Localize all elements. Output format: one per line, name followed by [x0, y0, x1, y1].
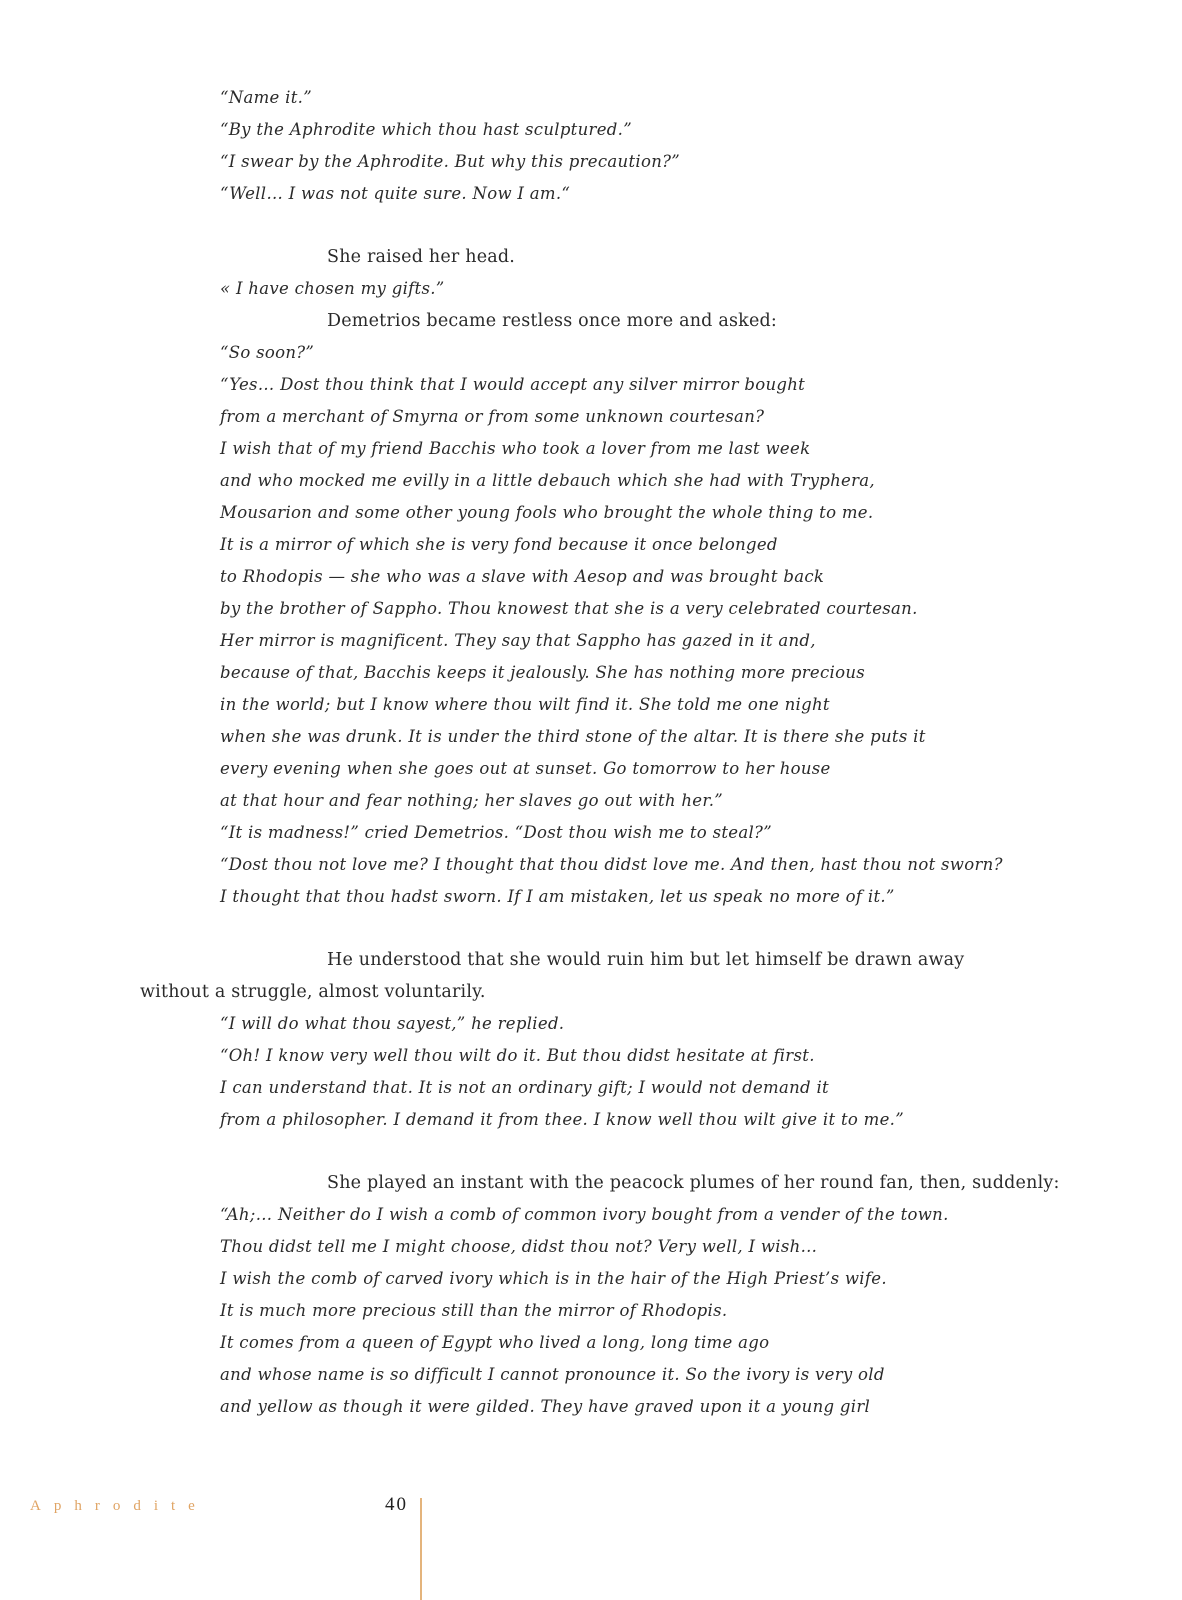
text-line: I thought that thou hadst sworn. If I am mistaken, let us speak no more of it.”: [220, 887, 895, 906]
text-line: “I will do what thou sayest,” he replied.: [220, 1014, 565, 1033]
text-line: I can understand that. It is not an ordinary gift; I would not demand it: [220, 1078, 829, 1097]
text-line: because of that, Bacchis keeps it jealously. She has nothing more precious: [220, 663, 866, 682]
text-line: “It is madness!” cried Demetrios. “Dost thou wish me to steal?”: [220, 823, 772, 842]
footer-book-title: Aphrodite: [30, 1498, 208, 1514]
text-line: Thou didst tell me I might choose, didst thou not? Very well, I wish…: [220, 1237, 818, 1256]
text-line: “Dost thou not love me? I thought that thou didst love me. And then, hast thou not sworn?: [220, 855, 1003, 874]
text-line: “Yes… Dost thou think that I would accept any silver mirror bought: [220, 375, 806, 394]
narrative-line: She raised her head.: [327, 247, 516, 267]
text-line: when she was drunk. It is under the third stone of the altar. It is there she puts it: [220, 727, 926, 746]
narrative-line: He understood that she would ruin him but let himself be drawn away: [327, 950, 965, 970]
text-line: “So soon?”: [220, 343, 315, 362]
text-line: and whose name is so difficult I cannot pronounce it. So the ivory is very old: [220, 1365, 885, 1384]
text-line: “Well… I was not quite sure. Now I am.“: [220, 184, 571, 203]
text-line: in the world; but I know where thou wilt find it. She told me one night: [220, 695, 830, 714]
text-line: every evening when she goes out at sunset. Go tomorrow to her house: [220, 759, 831, 778]
text-line: “Ah;… Neither do I wish a comb of common ivory bought from a vender of the town.: [220, 1205, 949, 1224]
text-line: I wish the comb of carved ivory which is in the hair of the High Priest’s wife.: [220, 1269, 887, 1288]
narrative-line: Demetrios became restless once more and asked:: [327, 311, 778, 331]
narrative-line: without a struggle, almost voluntarily.: [140, 982, 486, 1002]
narrative-line: She played an instant with the peacock plumes of her round fan, then, suddenly:: [327, 1173, 1060, 1193]
gutter-rule: [420, 1498, 422, 1600]
text-line: at that hour and fear nothing; her slaves go out with her.”: [220, 791, 724, 810]
text-line: from a merchant of Smyrna or from some unknown courtesan?: [220, 407, 765, 426]
text-line: It is a mirror of which she is very fond because it once belonged: [220, 535, 778, 554]
text-line: and who mocked me evilly in a little debauch which she had with Tryphera,: [220, 471, 875, 490]
text-line: “I swear by the Aphrodite. But why this precaution?”: [220, 152, 681, 171]
text-line: “Name it.”: [220, 88, 312, 107]
text-line: “Oh! I know very well thou wilt do it. But thou didst hesitate at first.: [220, 1046, 815, 1065]
text-line: It comes from a queen of Egypt who lived a long, long time ago: [220, 1333, 770, 1352]
text-line: by the brother of Sappho. Thou knowest that she is a very celebrated courtesan.: [220, 599, 918, 618]
text-line: from a philosopher. I demand it from thee. I know well thou wilt give it to me.”: [220, 1110, 904, 1129]
text-line: « I have chosen my gifts.”: [220, 279, 445, 298]
text-line: It is much more precious still than the mirror of Rhodopis.: [220, 1301, 728, 1320]
text-line: “By the Aphrodite which thou hast sculptured.”: [220, 120, 632, 139]
text-line: Her mirror is magnificent. They say that Sappho has gazed in it and,: [220, 631, 816, 650]
text-line: I wish that of my friend Bacchis who took a lover from me last week: [220, 439, 811, 458]
text-line: to Rhodopis — she who was a slave with Aesop and was brought back: [220, 567, 825, 586]
page-number: 40: [385, 1494, 408, 1515]
text-line: Mousarion and some other young fools who brought the whole thing to me.: [220, 503, 874, 522]
text-line: and yellow as though it were gilded. They have graved upon it a young girl: [220, 1397, 871, 1416]
